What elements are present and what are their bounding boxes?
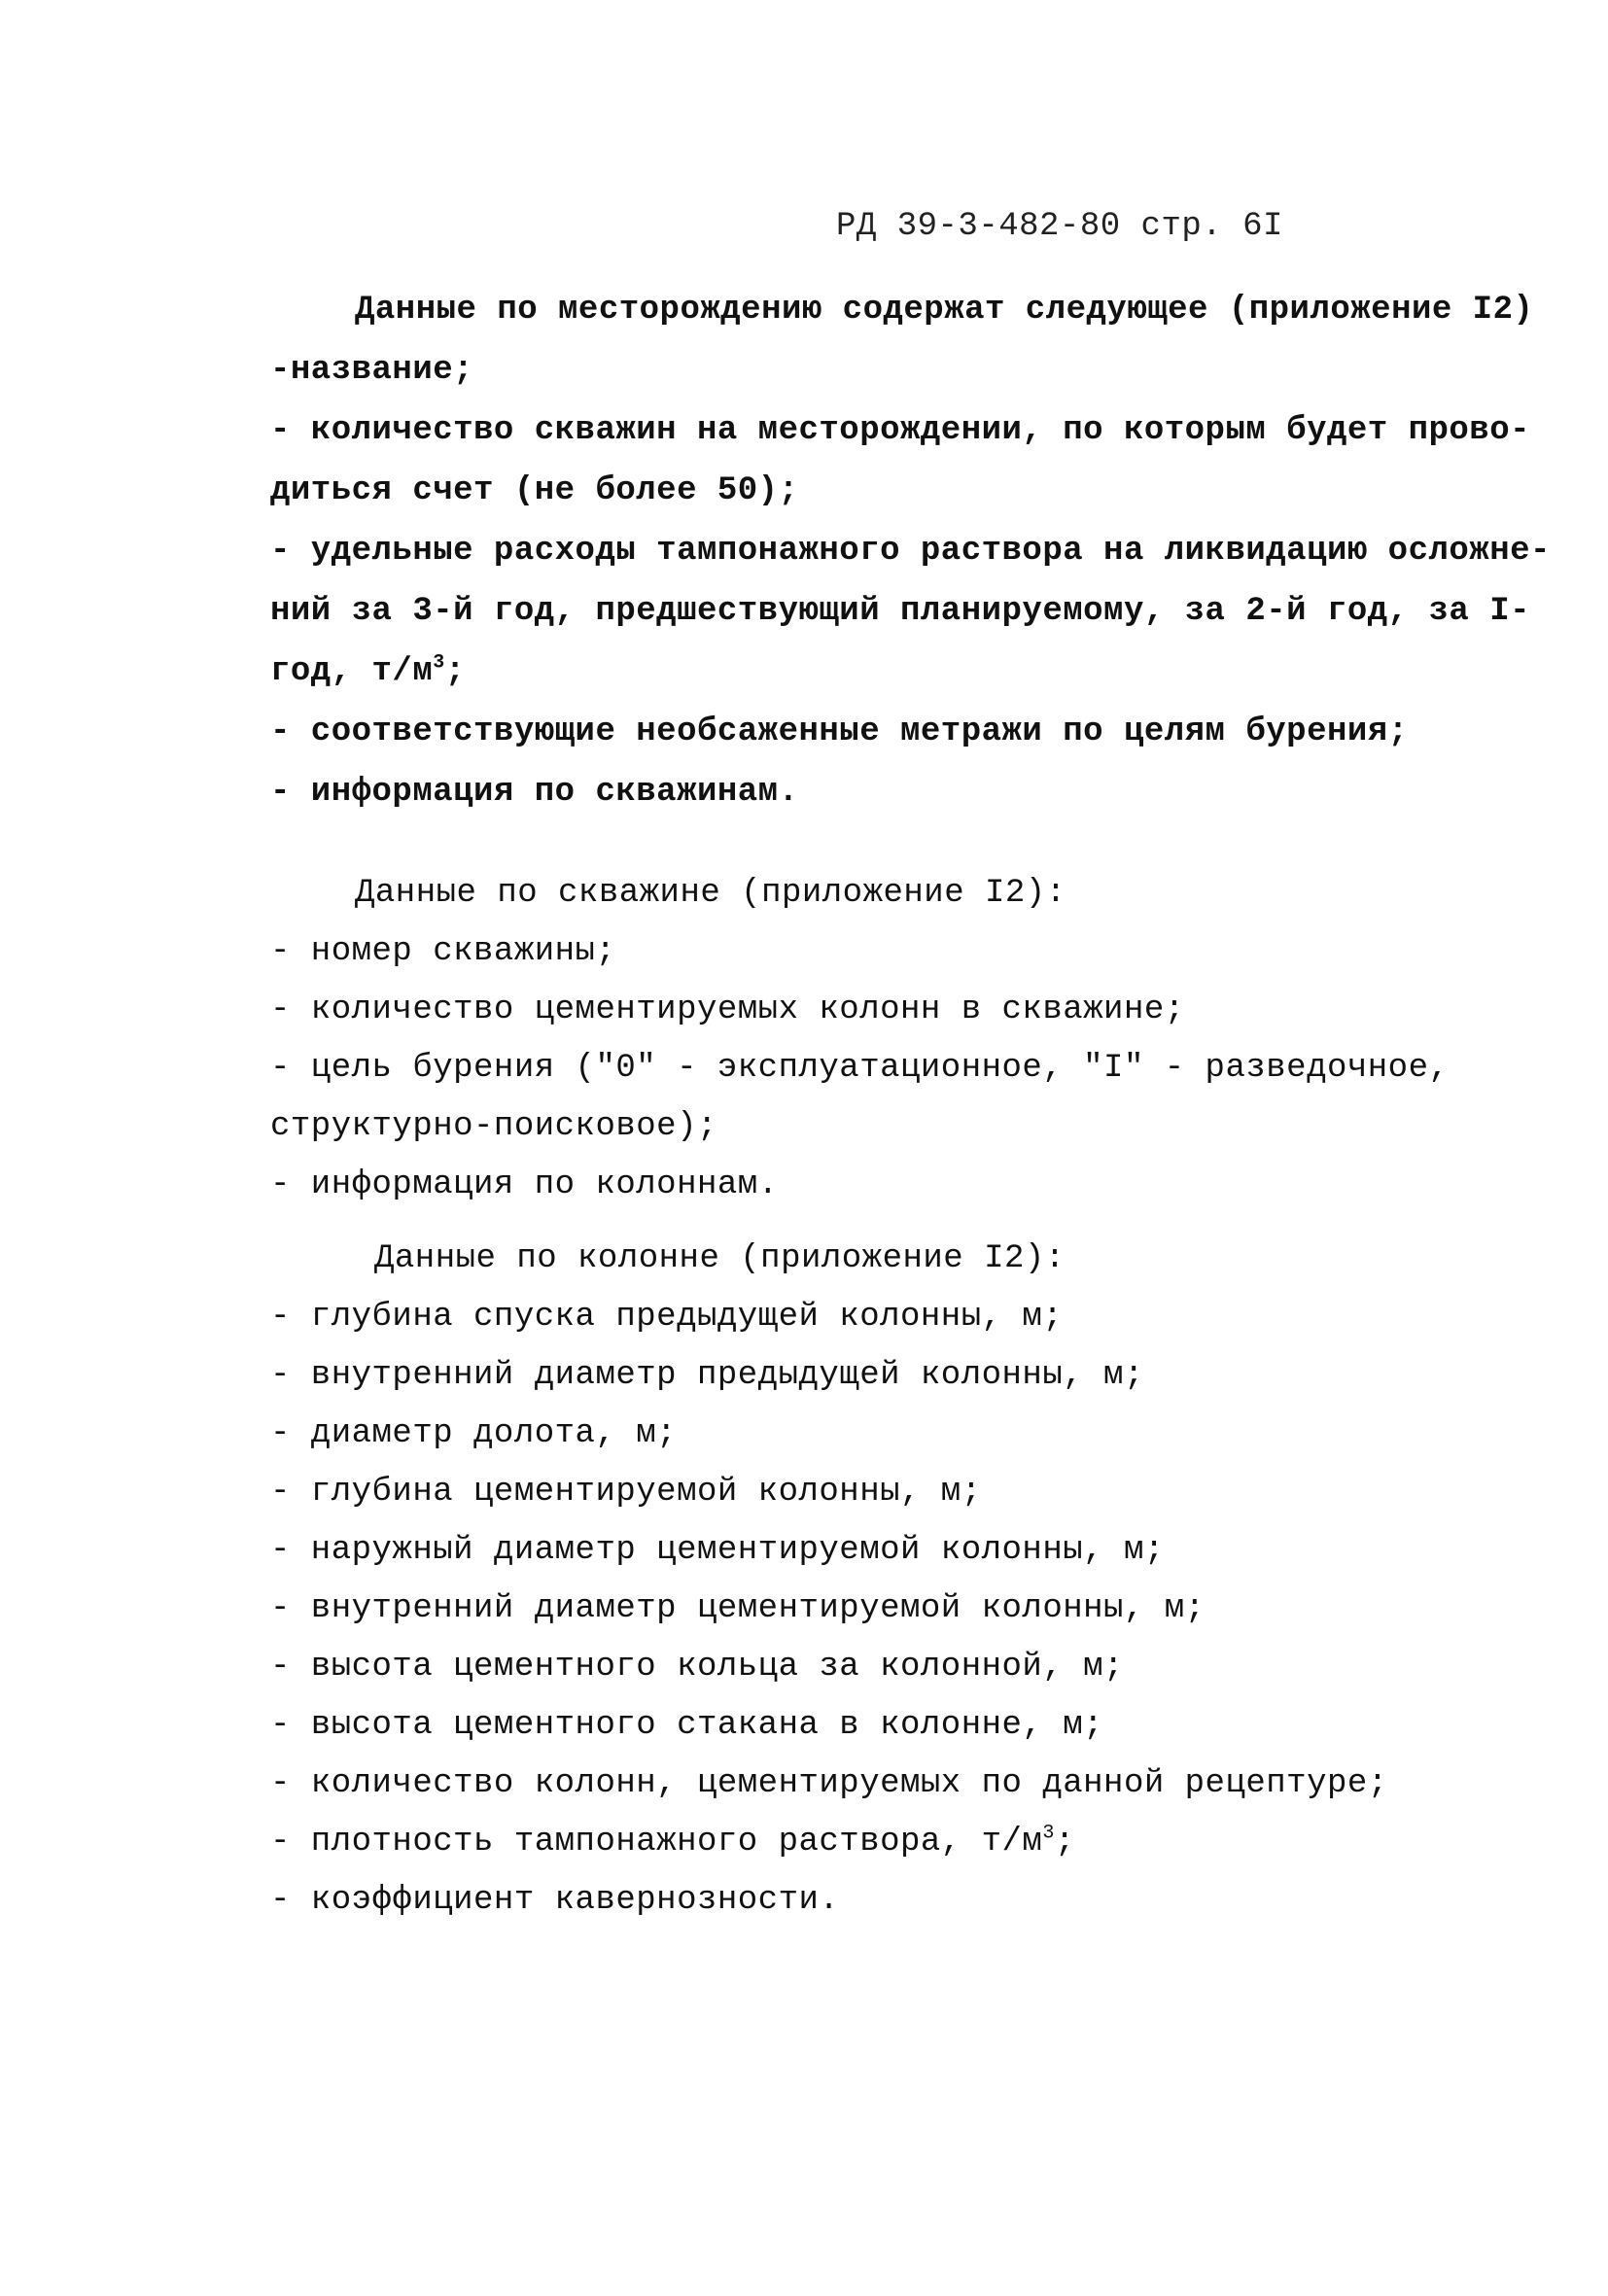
section1-item: - удельные расходы тампонажного раствора на ликвидацию осложне-: [270, 533, 1551, 570]
section2-title: Данные по скважине (приложение I2):: [355, 875, 1066, 912]
page-header: РД 39-3-482-80 стр. 6I: [836, 208, 1283, 245]
section3-item: - количество колонн, цементируемых по данной рецептуре;: [270, 1765, 1388, 1802]
section2-item: структурно-поисковое);: [270, 1108, 717, 1145]
section2-item: - информация по колоннам.: [270, 1166, 779, 1203]
superscript: 3: [433, 651, 445, 675]
section1-item: [270, 653, 466, 690]
semicolon: ;: [1054, 1824, 1075, 1861]
section1-item: -название;: [270, 352, 474, 389]
section1-item: диться счет (не более 50);: [270, 472, 799, 509]
semicolon: ;: [444, 653, 466, 690]
section3-item-text: - плотность тампонажного раствора, т/м: [270, 1824, 1043, 1861]
section3-item: - высота цементного стакана в колонне, м;: [270, 1707, 1104, 1744]
section3-item: - высота цементного кольца за колонной, м;: [270, 1649, 1124, 1686]
section1-title: Данные по месторождению содержат следующее (приложение I2): [355, 292, 1534, 329]
section3-item: - диаметр долота, м;: [270, 1415, 678, 1452]
section3-item: - глубина цементируемой колонны, м;: [270, 1474, 982, 1511]
section3-title: Данные по колонне (приложение I2):: [374, 1240, 1066, 1277]
section2-item: - номер скважины;: [270, 933, 616, 970]
section3-item: - наружный диаметр цементируемой колонны, м;: [270, 1532, 1165, 1569]
section1-item: - количество скважин на месторождении, по которым будет прово-: [270, 412, 1531, 449]
section3-item: - глубина спуска предыдущей колонны, м;: [270, 1299, 1064, 1336]
section1-item: - информация по скважинам.: [270, 774, 799, 811]
section1-item: ний за 3-й год, предшествующий планируемому, за 2-й год, за I-: [270, 593, 1531, 630]
section1-item: - соответствующие необсаженные метражи по целям бурения;: [270, 713, 1409, 750]
section2-item: - цель бурения ("0" - эксплуатационное, "I" - разведочное,: [270, 1050, 1450, 1087]
section3-item: [270, 1824, 1075, 1861]
section1-item-text: год, т/м: [270, 653, 434, 690]
section2-item: - количество цементируемых колонн в скважине;: [270, 991, 1185, 1028]
section3-item: - внутренний диаметр цементируемой колонны, м;: [270, 1590, 1206, 1627]
section3-item: - внутренний диаметр предыдущей колонны, м;: [270, 1357, 1144, 1394]
superscript: 3: [1042, 1822, 1055, 1845]
section3-item: - коэффициент кавернозности.: [270, 1882, 840, 1919]
